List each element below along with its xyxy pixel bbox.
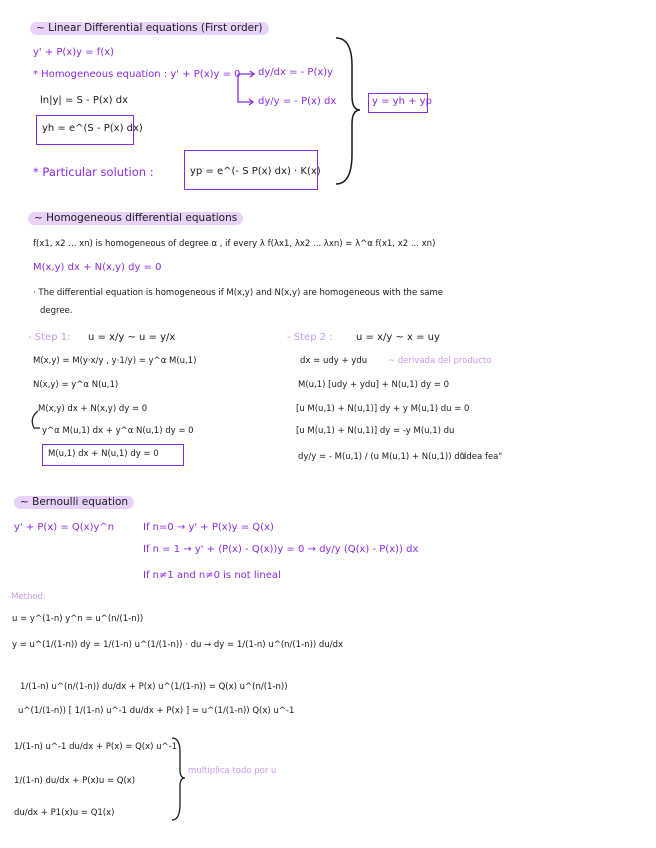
bernoulli-case-other: If n≠1 and n≠0 is not lineal [143,570,281,581]
step1-line3: M(x,y) dx + N(x,y) dy = 0 [38,404,148,414]
ln-line: ln|y| = S - P(x) dx [40,95,129,106]
linear-eq: y' + P(x)y = f(x) [33,47,115,58]
yp-formula: yp = e^(- S P(x) dx) · K(x) [190,166,321,177]
method-label: -Method: [8,592,46,602]
homogeneous-definition: f(x1, x2 ... xn) is homogeneous of degree α , if every λ f(λx1, λx2 ... λxn) = λ^α f(x1, x2 ... xn) [33,239,436,249]
method-line6: 1/(1-n) du/dx + P(x)u = Q(x) [14,776,136,786]
step2-line5-note: "Idea fea" [460,452,503,462]
step2-line1: dx = udy + ydu [300,356,368,366]
homogeneous-note-1: · The differential equation is homogeneous if M(x,y) and N(x,y) are homogeneous with the same [33,288,444,298]
homog-form-a: dy/dx = - P(x)y [258,67,334,78]
step1-substitution: u = x/y ~ u = y/x [88,332,176,343]
yh-formula: yh = e^(S - P(x) dx) [42,123,143,134]
homogeneous-equation-label: * Homogeneous equation : y' + P(x)y = 0 [33,69,241,80]
method-line7: du/dx + P1(x)u = Q1(x) [14,808,115,818]
method-line1: u = y^(1-n) y^n = u^(n/(1-n)) [12,614,144,624]
bernoulli-case-n1: If n = 1 → y' + (P(x) - Q(x))y = 0 → dy/y (Q(x) - P(x)) dx [143,544,419,555]
linear-title: ~ Linear Differential equations (First order) [30,22,269,35]
homogeneous-note-2: degree. [40,306,73,316]
step2-line1-note: ~ derivada del producto [388,356,492,366]
method-line4: u^(1/(1-n)) [ 1/(1-n) u^-1 du/dx + P(x) ] = u^(1/(1-n)) Q(x) u^-1 [18,706,295,716]
homog-form-b: dy/y = - P(x) dx [258,96,337,107]
step2-label: - Step 2 : [287,332,333,343]
homogeneous-title: ~ Homogeneous differential equations [28,212,243,225]
particular-solution-label: * Particular solution : [33,165,154,179]
step1-line4: y^α M(u,1) dx + y^α N(u,1) dy = 0 [42,426,194,436]
bernoulli-equation: y' + P(x) = Q(x)y^n [14,522,115,533]
step2-line2: M(u,1) [udy + ydu] + N(u,1) dy = 0 [298,380,450,390]
step1-label: - Step 1: [28,332,71,343]
step2-line3: [u M(u,1) + N(u,1)] dy + y M(u,1) du = 0 [296,404,470,414]
curly-brace-bernoulli [170,736,186,822]
step2-line4: [u M(u,1) + N(u,1)] dy = -y M(u,1) du [296,426,455,436]
bernoulli-title: ~ Bernoulli equation [14,496,134,509]
method-line5: 1/(1-n) u^-1 du/dx + P(x) = Q(x) u^-1 [14,742,178,752]
homogeneous-form: M(x,y) dx + N(x,y) dy = 0 [33,262,162,273]
multiply-note: multiplica todo por u [188,766,277,776]
step2-line5: dy/y = - M(u,1) / (u M(u,1) + N(u,1)) du [298,452,466,462]
general-solution: y = yh + yp [372,96,432,107]
curly-brace-linear [332,36,362,186]
step1-line2: N(x,y) = y^α N(u,1) [33,380,119,390]
step1-line1: M(x,y) = M(y·x/y , y·1/y) = y^α M(u,1) [33,356,197,366]
step1-arrow [28,410,42,432]
step1-result: M(u,1) dx + N(u,1) dy = 0 [48,449,159,459]
bernoulli-case-n0: If n=0 → y' + P(x)y = Q(x) [143,522,274,533]
split-arrow [236,72,256,108]
step2-substitution: u = x/y ~ x = uy [356,332,440,343]
method-line2: y = u^(1/(1-n)) dy = 1/(1-n) u^(1/(1-n)) · du → dy = 1/(1-n) u^(n/(1-n)) du/dx [12,640,343,650]
method-line3: 1/(1-n) u^(n/(1-n)) du/dx + P(x) u^(1/(1-n)) = Q(x) u^(n/(1-n)) [20,682,288,692]
